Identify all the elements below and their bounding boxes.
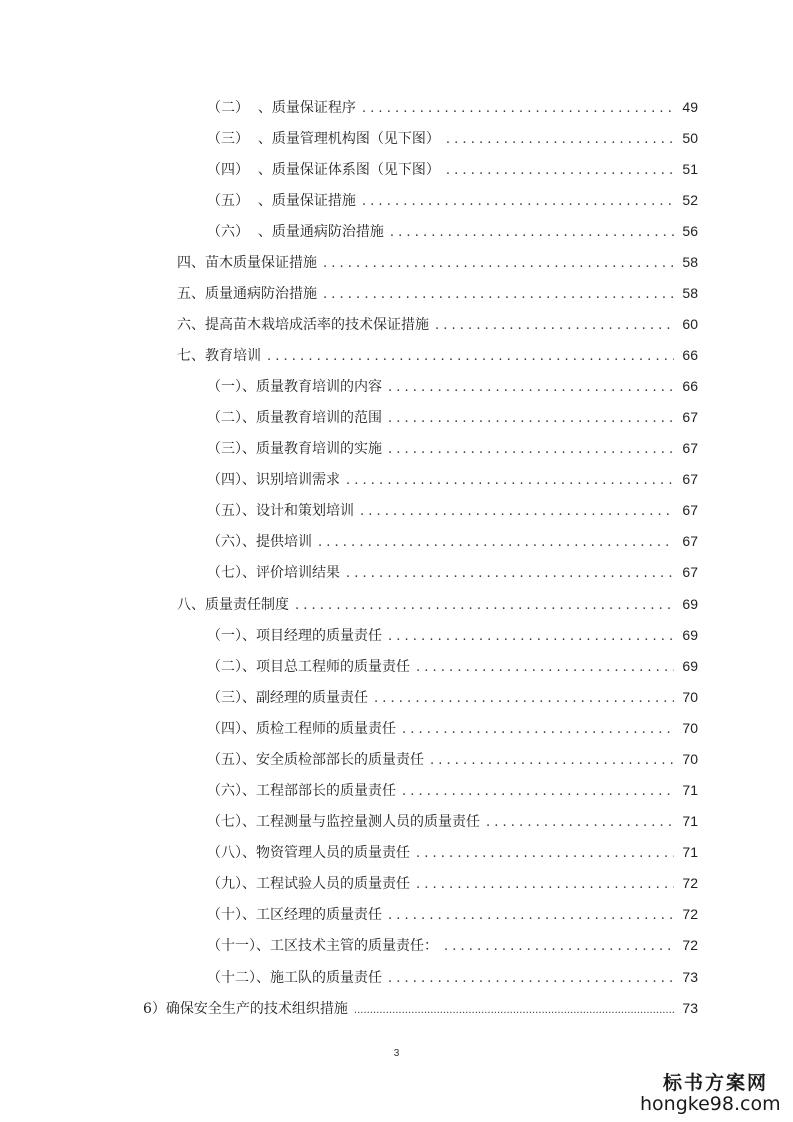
- toc-entry-page: 60: [682, 316, 698, 332]
- toc-entry[interactable]: [207, 718, 698, 738]
- toc-entry[interactable]: [207, 469, 698, 489]
- toc-entry-title: （一）、质量教育培训的内容: [207, 379, 382, 395]
- toc-entry-page: 67: [682, 564, 698, 580]
- toc-entry-page: 69: [682, 627, 698, 643]
- toc-entry[interactable]: [177, 252, 698, 272]
- toc-leader-dots: [388, 440, 674, 460]
- toc-entry[interactable]: [143, 998, 698, 1018]
- toc-entry-page: 72: [682, 937, 698, 953]
- toc-entry-title: 八、质量责任制度: [177, 597, 289, 613]
- toc-leader-dots: [430, 751, 674, 771]
- toc-entry-page: 70: [682, 689, 698, 705]
- toc-entry[interactable]: [207, 128, 698, 148]
- toc-entry[interactable]: [207, 190, 698, 210]
- toc-entry-title: （六）、工程部部长的质量责任: [207, 783, 396, 799]
- toc-entry-title: （三）、质量教育培训的实施: [207, 441, 382, 457]
- toc-entry-title: （八）、物资管理人员的质量责任: [207, 845, 410, 861]
- toc-entry[interactable]: [207, 500, 698, 520]
- toc-entry-title: （六） 、质量通病防治措施: [207, 224, 384, 240]
- toc-leader-dots: [362, 192, 674, 212]
- toc-leader-dots: [416, 844, 674, 864]
- toc-entry-title: （十一）、工区技术主管的质量责任：: [207, 938, 438, 954]
- toc-leader-dots: [374, 689, 674, 709]
- toc-leader-dots: [360, 502, 674, 522]
- toc-entry[interactable]: [207, 159, 698, 179]
- toc-entry-title: （二）、质量教育培训的范围: [207, 410, 382, 426]
- toc-entry-page: 71: [682, 813, 698, 829]
- toc-entry[interactable]: [207, 935, 698, 955]
- toc-entry-page: 58: [682, 285, 698, 301]
- toc-leader-dots: [388, 378, 674, 398]
- toc-entry-title: 六、提高苗木栽培成活率的技术保证措施: [177, 317, 429, 333]
- toc-entry[interactable]: [207, 221, 698, 241]
- toc-leader-dots: [416, 658, 674, 678]
- toc-leader-dots: [388, 906, 674, 926]
- toc-entry[interactable]: [207, 811, 698, 831]
- toc-leader-dots: [446, 130, 674, 150]
- toc-leader-dots: [435, 316, 674, 336]
- toc-entry-page: 73: [682, 1000, 698, 1016]
- toc-leader-dots: [402, 720, 674, 740]
- toc-entry[interactable]: [207, 780, 698, 800]
- toc-entry-page: 67: [682, 471, 698, 487]
- toc-entry-title: （五）、安全质检部部长的质量责任: [207, 752, 424, 768]
- toc-entry-page: 73: [682, 969, 698, 985]
- toc-entry[interactable]: [177, 283, 698, 303]
- toc-leader-dots: [346, 471, 674, 491]
- toc-entry-page: 71: [682, 782, 698, 798]
- toc-leader-dots: [388, 627, 674, 647]
- toc-leader-dots: [295, 596, 674, 616]
- toc-leader-dots: [354, 1001, 674, 1021]
- toc-entry-page: 56: [682, 223, 698, 239]
- toc-entry-title: （三） 、质量管理机构图（见下图）: [207, 131, 440, 147]
- toc-entry[interactable]: [207, 749, 698, 769]
- toc-entry-page: 70: [682, 720, 698, 736]
- toc-entry[interactable]: [207, 873, 698, 893]
- toc-leader-dots: [346, 564, 674, 584]
- toc-entry-page: 69: [682, 596, 698, 612]
- toc-entry-page: 51: [682, 161, 698, 177]
- toc-entry-page: 67: [682, 502, 698, 518]
- toc-entry-title: （六）、提供培训: [207, 534, 312, 550]
- toc-entry-title: （七）、评价培训结果: [207, 565, 340, 581]
- toc-entry-page: 49: [682, 99, 698, 115]
- toc-entry-page: 50: [682, 130, 698, 146]
- toc-entry-title: （一）、项目经理的质量责任: [207, 628, 382, 644]
- toc-entry-title: （四）、识别培训需求: [207, 472, 340, 488]
- toc-entry-title: （十）、工区经理的质量责任: [207, 907, 382, 923]
- toc-entry-page: 72: [682, 906, 698, 922]
- toc-entry-page: 52: [682, 192, 698, 208]
- toc-entry-page: 70: [682, 751, 698, 767]
- toc-entry-title: （二） 、质量保证程序: [207, 100, 356, 116]
- toc-entry-title: （四） 、质量保证体系图（见下图）: [207, 162, 440, 178]
- toc-leader-dots: [318, 533, 674, 553]
- toc-entry[interactable]: [207, 904, 698, 924]
- toc-entry-page: 67: [682, 440, 698, 456]
- toc-entry[interactable]: [207, 562, 698, 582]
- toc-entry-title: （十二）、施工队的质量责任: [207, 970, 382, 986]
- page-number: 3: [393, 1048, 400, 1059]
- toc-entry-page: 69: [682, 658, 698, 674]
- toc-entry-page: 71: [682, 844, 698, 860]
- toc-entry[interactable]: [207, 842, 698, 862]
- toc-leader-dots: [390, 223, 674, 243]
- toc-entry-title: 五、质量通病防治措施: [177, 286, 317, 302]
- toc-entry-title: 四、苗木质量保证措施: [177, 255, 317, 271]
- toc-leader-dots: [388, 409, 674, 429]
- toc-entry-title: 七、教育培训: [177, 348, 261, 364]
- toc-entry[interactable]: [207, 97, 698, 117]
- toc-leader-dots: [444, 937, 674, 957]
- toc-entry-title: （五）、设计和策划培训: [207, 503, 354, 519]
- toc-entry[interactable]: [207, 625, 698, 645]
- toc-entry-page: 66: [682, 378, 698, 394]
- toc-entry[interactable]: [207, 967, 698, 987]
- toc-entry[interactable]: [207, 376, 698, 396]
- toc-entry[interactable]: [207, 531, 698, 551]
- toc-entry-page: 67: [682, 533, 698, 549]
- toc-entry-title: 6）确保安全生产的技术组织措施: [143, 1001, 348, 1017]
- toc-leader-dots: [446, 161, 674, 181]
- toc-leader-dots: [486, 813, 674, 833]
- toc-entry-title: （四）、质检工程师的质量责任: [207, 721, 396, 737]
- watermark-chinese: 标书方案网: [663, 1072, 769, 1094]
- toc-leader-dots: [323, 254, 674, 274]
- toc-entry[interactable]: [177, 345, 698, 365]
- toc-entry[interactable]: [207, 687, 698, 707]
- toc-entry[interactable]: [207, 438, 698, 458]
- toc-leader-dots: [267, 347, 674, 367]
- toc-entry[interactable]: [207, 656, 698, 676]
- toc-entry-title: （五） 、质量保证措施: [207, 193, 356, 209]
- toc-entry[interactable]: [177, 314, 698, 334]
- toc-entry-page: 67: [682, 409, 698, 425]
- toc-entry-title: （三）、副经理的质量责任: [207, 690, 368, 706]
- toc-entry-title: （九）、工程试验人员的质量责任: [207, 876, 410, 892]
- watermark-url: hongke98.com: [640, 1093, 781, 1115]
- toc-entry[interactable]: [177, 594, 698, 614]
- toc-entry-title: （七）、工程测量与监控量测人员的质量责任: [207, 814, 480, 830]
- toc-entry-title: （二）、项目总工程师的质量责任: [207, 659, 410, 675]
- toc-leader-dots: [402, 782, 674, 802]
- toc-leader-dots: [362, 99, 674, 119]
- toc-entry-page: 72: [682, 875, 698, 891]
- toc-leader-dots: [416, 875, 674, 895]
- toc-entry[interactable]: [207, 407, 698, 427]
- toc-leader-dots: [388, 969, 674, 989]
- toc-entry-page: 58: [682, 254, 698, 270]
- toc-entry-page: 66: [682, 347, 698, 363]
- toc-leader-dots: [323, 285, 674, 305]
